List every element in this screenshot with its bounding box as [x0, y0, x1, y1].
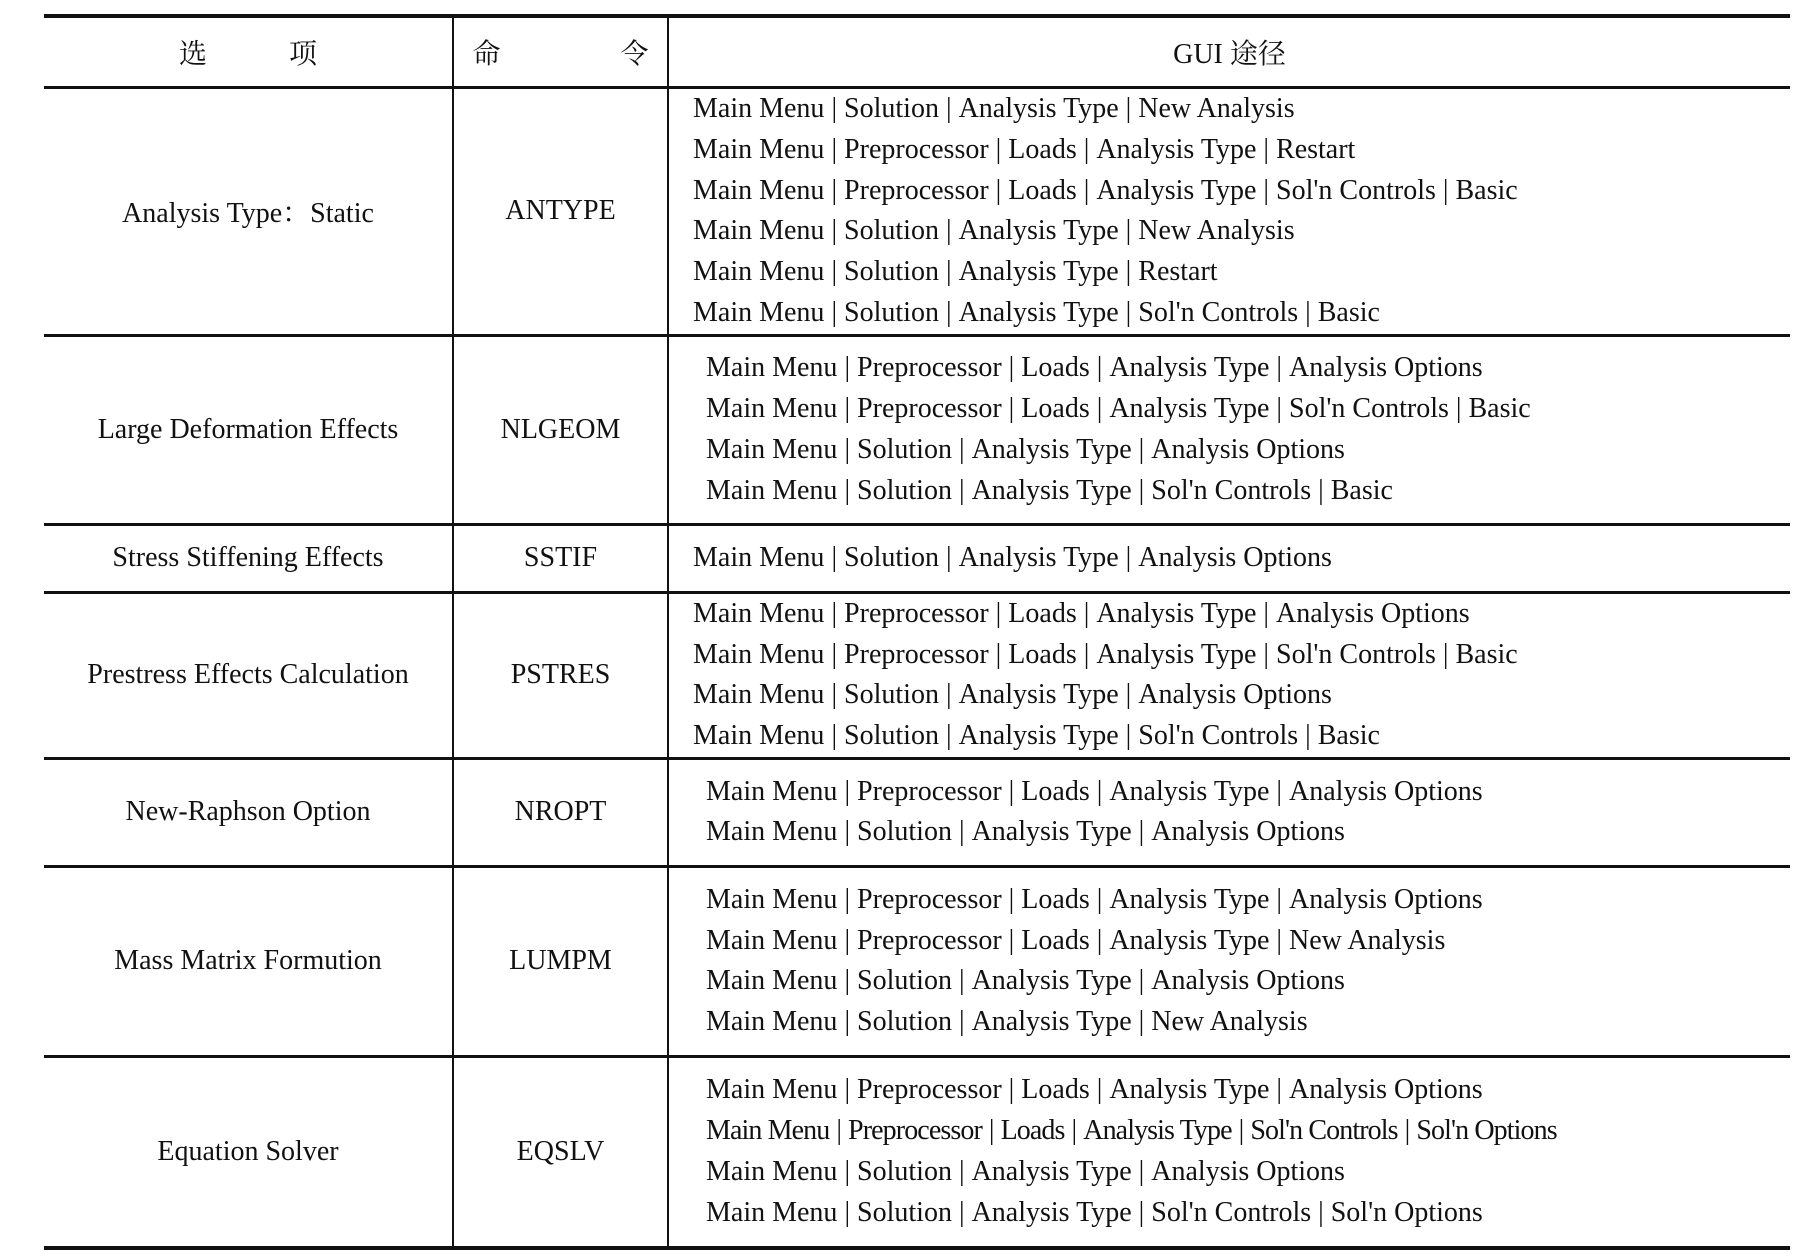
- menu-path-segment: Analysis Options: [1289, 883, 1483, 915]
- menu-path-segment: Solution: [857, 965, 952, 997]
- menu-path-segment: Solution: [857, 1006, 952, 1038]
- menu-path-segment: Analysis Type: [958, 93, 1119, 124]
- menu-path-segment: Main Menu: [693, 720, 825, 752]
- menu-path-segment: New Analysis: [1289, 924, 1446, 956]
- table-row: [44, 758, 1790, 866]
- path-separator: |: [831, 93, 838, 124]
- menu-path-segment: Analysis Type: [971, 1155, 1132, 1187]
- menu-path-segment: Basic: [1330, 474, 1393, 506]
- option-cell: Mass Matrix Formution: [44, 866, 453, 1056]
- menu-path-segment: Solution: [857, 1196, 952, 1228]
- path-separator: |: [995, 174, 1002, 206]
- menu-path-segment: Preprocessor: [844, 133, 989, 165]
- menu-path-segment: Solution: [844, 720, 939, 752]
- menu-path-segment: Main Menu: [693, 597, 825, 629]
- path-separator: |: [1008, 775, 1015, 807]
- menu-path-segment: Analysis Type: [1096, 597, 1257, 629]
- menu-path-segment: Analysis Type: [971, 1196, 1132, 1228]
- path-separator: |: [945, 93, 952, 124]
- gui-path-line: [706, 430, 1790, 471]
- path-separator: |: [844, 1074, 851, 1106]
- path-separator: |: [1096, 883, 1103, 915]
- table-row: [44, 335, 1790, 524]
- menu-path-segment: Analysis Type: [958, 541, 1119, 573]
- menu-path-segment: Analysis Type: [958, 296, 1119, 328]
- menu-path-segment: Main Menu: [706, 1155, 838, 1187]
- menu-path-segment: Analysis Options: [1289, 775, 1483, 807]
- path-separator: |: [1263, 638, 1270, 670]
- menu-path-segment: Loads: [1000, 1115, 1065, 1147]
- menu-path-segment: Analysis Type: [958, 215, 1119, 247]
- header-command: [453, 16, 668, 88]
- path-separator: |: [945, 215, 952, 247]
- gui-path-line: [706, 389, 1790, 430]
- path-separator: |: [958, 1155, 965, 1187]
- menu-path-segment: Loads: [1008, 638, 1077, 670]
- option-cell: Equation Solver: [44, 1056, 453, 1248]
- header-option: [44, 16, 453, 88]
- menu-path-segment: Restart: [1138, 256, 1218, 288]
- path-separator: |: [831, 256, 838, 288]
- menu-path-segment: Sol'n Options: [1416, 1115, 1557, 1147]
- path-separator: |: [1138, 474, 1145, 506]
- menu-path-segment: Basic: [1317, 720, 1380, 752]
- gui-path-line: [706, 471, 1790, 512]
- menu-path-segment: Analysis Type: [1109, 883, 1270, 915]
- menu-path-segment: Preprocessor: [844, 174, 989, 206]
- gui-path-cell: [668, 592, 1790, 758]
- gui-path-cell: [668, 758, 1790, 866]
- gui-path-line: [706, 1193, 1790, 1234]
- header-option-char-1: 选: [178, 39, 207, 70]
- gui-path-line: [706, 348, 1790, 389]
- header-option-char-2: 项: [289, 39, 318, 70]
- path-separator: |: [995, 597, 1002, 629]
- path-separator: |: [1083, 133, 1090, 165]
- path-separator: |: [1263, 597, 1270, 629]
- menu-path-segment: Analysis Type: [1096, 133, 1257, 165]
- menu-path-segment: Analysis Options: [1151, 816, 1345, 848]
- path-separator: |: [1096, 352, 1103, 384]
- path-separator: |: [1125, 215, 1132, 247]
- option-cell: Large Deformation Effects: [44, 335, 453, 524]
- path-separator: |: [844, 474, 851, 506]
- path-separator: |: [1455, 392, 1462, 424]
- menu-path-segment: Main Menu: [693, 638, 825, 670]
- command-cell: PSTRES: [453, 592, 668, 758]
- path-separator: |: [958, 433, 965, 465]
- menu-path-segment: Solution: [844, 296, 939, 328]
- gui-path-line: [706, 772, 1790, 813]
- path-separator: |: [831, 133, 838, 165]
- menu-path-segment: Analysis Type: [971, 816, 1132, 848]
- gui-path-cell: [668, 335, 1790, 524]
- menu-path-segment: Preprocessor: [857, 1074, 1002, 1106]
- menu-path-segment: Loads: [1008, 597, 1077, 629]
- menu-path-segment: Solution: [844, 541, 939, 573]
- path-separator: |: [1263, 174, 1270, 206]
- gui-path-line: [693, 635, 1790, 676]
- menu-path-segment: Analysis Type: [958, 720, 1119, 752]
- path-separator: |: [1138, 433, 1145, 465]
- menu-path-segment: Loads: [1021, 352, 1090, 384]
- menu-path-segment: Analysis Type: [1096, 174, 1257, 206]
- menu-path-segment: Analysis Type: [958, 256, 1119, 288]
- path-separator: |: [844, 924, 851, 956]
- path-separator: |: [844, 1155, 851, 1187]
- header-row: [44, 16, 1790, 88]
- option-cell: Prestress Effects Calculation: [44, 592, 453, 758]
- menu-path-segment: Main Menu: [693, 174, 825, 206]
- menu-path-segment: Main Menu: [706, 816, 838, 848]
- path-separator: |: [1083, 174, 1090, 206]
- path-separator: |: [844, 965, 851, 997]
- path-separator: |: [831, 679, 838, 711]
- path-separator: |: [1083, 597, 1090, 629]
- menu-path-segment: Basic: [1455, 638, 1518, 670]
- path-separator: |: [831, 720, 838, 752]
- menu-path-segment: Main Menu: [706, 474, 838, 506]
- menu-path-segment: Sol'n Controls: [1289, 392, 1449, 424]
- menu-path-segment: Restart: [1276, 133, 1356, 165]
- gui-path-cell: [668, 524, 1790, 592]
- path-separator: |: [1008, 1074, 1015, 1106]
- path-separator: |: [844, 433, 851, 465]
- path-separator: |: [1238, 1115, 1244, 1147]
- menu-path-segment: Loads: [1021, 775, 1090, 807]
- menu-path-segment: Main Menu: [706, 775, 838, 807]
- path-separator: |: [844, 883, 851, 915]
- table-row: [44, 88, 1790, 336]
- menu-path-segment: Preprocessor: [857, 775, 1002, 807]
- header-gui-path: GUI 途径: [668, 16, 1790, 88]
- menu-path-segment: Solution: [857, 816, 952, 848]
- menu-path-segment: Main Menu: [693, 256, 825, 288]
- options-commands-gui-table: [44, 14, 1790, 1250]
- menu-path-segment: New Analysis: [1138, 215, 1295, 247]
- command-cell: ANTYPE: [453, 88, 668, 336]
- menu-path-segment: Analysis Options: [1151, 1155, 1345, 1187]
- menu-path-segment: Solution: [844, 215, 939, 247]
- path-separator: |: [1263, 133, 1270, 165]
- gui-path-line: [693, 594, 1790, 635]
- header-command-char-2: 令: [620, 39, 649, 70]
- menu-path-segment: Sol'n Controls: [1151, 474, 1312, 506]
- command-cell: LUMPM: [453, 866, 668, 1056]
- path-separator: |: [958, 474, 965, 506]
- gui-path-line: [706, 880, 1790, 921]
- menu-path-segment: Main Menu: [706, 352, 838, 384]
- table-row: [44, 524, 1790, 592]
- menu-path-segment: Basic: [1468, 392, 1531, 424]
- menu-path-segment: Main Menu: [693, 215, 825, 247]
- menu-path-segment: Analysis Options: [1151, 433, 1345, 465]
- gui-path-line: [693, 171, 1790, 212]
- option-cell: New-Raphson Option: [44, 758, 453, 866]
- gui-path-line: [693, 89, 1790, 130]
- path-separator: |: [1276, 775, 1283, 807]
- menu-path-segment: Analysis Type: [1109, 1074, 1270, 1106]
- menu-path-segment: New Analysis: [1151, 1006, 1308, 1038]
- path-separator: |: [958, 965, 965, 997]
- menu-path-segment: Sol'n Controls: [1276, 174, 1436, 206]
- gui-path-line: [693, 252, 1790, 293]
- menu-path-segment: Preprocessor: [857, 392, 1002, 424]
- menu-path-segment: Sol'n Controls: [1151, 1196, 1312, 1228]
- path-separator: |: [836, 1115, 842, 1147]
- menu-path-segment: Main Menu: [693, 93, 825, 124]
- path-separator: |: [1125, 296, 1132, 328]
- gui-path-line: [706, 921, 1790, 962]
- path-separator: |: [831, 174, 838, 206]
- menu-path-segment: Analysis Options: [1289, 352, 1483, 384]
- menu-path-segment: Analysis Type: [971, 965, 1132, 997]
- path-separator: |: [844, 816, 851, 848]
- menu-path-segment: Main Menu: [693, 296, 825, 328]
- menu-path-segment: Sol'n Options: [1330, 1196, 1483, 1228]
- menu-path-segment: Analysis Options: [1138, 679, 1332, 711]
- path-separator: |: [1008, 392, 1015, 424]
- gui-path-line: [693, 293, 1790, 334]
- path-separator: |: [1318, 474, 1324, 506]
- menu-path-segment: Loads: [1021, 924, 1090, 956]
- menu-path-segment: Loads: [1021, 1074, 1090, 1106]
- table-row: [44, 592, 1790, 758]
- menu-path-segment: Solution: [857, 1155, 952, 1187]
- path-separator: |: [1008, 352, 1015, 384]
- menu-path-segment: Solution: [857, 433, 952, 465]
- menu-path-segment: Loads: [1021, 392, 1090, 424]
- menu-path-segment: Analysis Type: [1109, 392, 1270, 424]
- menu-path-segment: Main Menu: [706, 433, 838, 465]
- path-separator: |: [1125, 541, 1132, 573]
- menu-path-segment: Main Menu: [706, 1006, 838, 1038]
- menu-path-segment: Analysis Options: [1276, 597, 1470, 629]
- menu-path-segment: Analysis Type: [971, 433, 1132, 465]
- menu-path-segment: Main Menu: [693, 541, 825, 573]
- gui-path-line: [693, 211, 1790, 252]
- path-separator: |: [1138, 1155, 1145, 1187]
- path-separator: |: [995, 133, 1002, 165]
- path-separator: |: [831, 638, 838, 670]
- menu-path-segment: Analysis Type: [958, 679, 1119, 711]
- menu-path-segment: Solution: [844, 256, 939, 288]
- gui-path-line: [706, 961, 1790, 1002]
- menu-path-segment: Main Menu: [706, 392, 838, 424]
- path-separator: |: [1125, 679, 1132, 711]
- path-separator: |: [1125, 93, 1132, 124]
- path-separator: |: [831, 541, 838, 573]
- path-separator: |: [1305, 296, 1311, 328]
- menu-path-segment: Sol'n Controls: [1276, 638, 1436, 670]
- path-separator: |: [1138, 1006, 1145, 1038]
- menu-path-segment: Loads: [1008, 174, 1077, 206]
- menu-path-segment: Analysis Type: [1083, 1115, 1232, 1147]
- path-separator: |: [844, 1006, 851, 1038]
- path-separator: |: [958, 1006, 965, 1038]
- command-cell: EQSLV: [453, 1056, 668, 1248]
- path-separator: |: [1442, 638, 1449, 670]
- menu-path-segment: Preprocessor: [844, 638, 989, 670]
- header-command-char-1: 命: [472, 39, 501, 70]
- gui-path-line: [693, 716, 1790, 757]
- command-cell: NLGEOM: [453, 335, 668, 524]
- gui-path-line: [693, 130, 1790, 171]
- menu-path-segment: Main Menu: [706, 965, 838, 997]
- path-separator: |: [1096, 392, 1103, 424]
- path-separator: |: [945, 679, 952, 711]
- path-separator: |: [1138, 816, 1145, 848]
- path-separator: |: [844, 352, 851, 384]
- menu-path-segment: Preprocessor: [857, 352, 1002, 384]
- menu-path-segment: Loads: [1021, 883, 1090, 915]
- gui-path-line: [706, 1002, 1790, 1043]
- path-separator: |: [995, 638, 1002, 670]
- option-cell: Stress Stiffening Effects: [44, 524, 453, 592]
- menu-path-segment: Solution: [844, 93, 939, 124]
- menu-path-segment: Analysis Type: [1109, 924, 1270, 956]
- gui-path-line: [706, 1070, 1790, 1111]
- path-separator: |: [1125, 720, 1132, 752]
- gui-path-line: [693, 538, 1790, 579]
- gui-path-line: [706, 812, 1790, 853]
- menu-path-segment: Preprocessor: [857, 883, 1002, 915]
- path-separator: |: [1083, 638, 1090, 670]
- path-separator: |: [1305, 720, 1311, 752]
- menu-path-segment: Main Menu: [706, 1115, 830, 1147]
- menu-path-segment: Preprocessor: [844, 597, 989, 629]
- menu-path-segment: Main Menu: [706, 883, 838, 915]
- path-separator: |: [958, 816, 965, 848]
- menu-path-segment: Solution: [857, 474, 952, 506]
- path-separator: |: [945, 256, 952, 288]
- path-separator: |: [1276, 883, 1283, 915]
- menu-path-segment: Loads: [1008, 133, 1077, 165]
- gui-path-line: [706, 1111, 1790, 1152]
- option-cell: Analysis Type：Static: [122, 198, 374, 230]
- menu-path-segment: Analysis Options: [1138, 541, 1332, 573]
- path-separator: |: [844, 775, 851, 807]
- path-separator: |: [1096, 1074, 1103, 1106]
- table-row: [44, 866, 1790, 1056]
- path-separator: |: [844, 392, 851, 424]
- path-separator: |: [1404, 1115, 1410, 1147]
- path-separator: |: [1276, 1074, 1283, 1106]
- menu-path-segment: Main Menu: [693, 679, 825, 711]
- gui-path-cell: [668, 866, 1790, 1056]
- path-separator: |: [1008, 883, 1015, 915]
- path-separator: |: [1276, 352, 1283, 384]
- path-separator: |: [1138, 965, 1145, 997]
- path-separator: |: [1096, 924, 1103, 956]
- menu-path-segment: Main Menu: [706, 1074, 838, 1106]
- gui-path-line: [706, 1152, 1790, 1193]
- path-separator: |: [1138, 1196, 1145, 1228]
- menu-path-segment: Sol'n Controls: [1138, 720, 1299, 752]
- path-separator: |: [1276, 392, 1283, 424]
- menu-path-segment: Analysis Options: [1289, 1074, 1483, 1106]
- path-separator: |: [945, 296, 952, 328]
- path-separator: |: [1276, 924, 1283, 956]
- menu-path-segment: Analysis Type: [971, 1006, 1132, 1038]
- path-separator: |: [831, 597, 838, 629]
- path-separator: |: [1096, 775, 1103, 807]
- path-separator: |: [1125, 256, 1132, 288]
- path-separator: |: [1442, 174, 1449, 206]
- command-cell: NROPT: [453, 758, 668, 866]
- gui-path-cell: [668, 88, 1790, 336]
- path-separator: |: [958, 1196, 965, 1228]
- menu-path-segment: Preprocessor: [857, 924, 1002, 956]
- path-separator: |: [945, 541, 952, 573]
- menu-path-segment: Main Menu: [706, 924, 838, 956]
- path-separator: |: [1071, 1115, 1077, 1147]
- path-separator: |: [1008, 924, 1015, 956]
- menu-path-segment: Analysis Type: [1109, 352, 1270, 384]
- command-cell: SSTIF: [453, 524, 668, 592]
- menu-path-segment: Sol'n Controls: [1250, 1115, 1398, 1147]
- path-separator: |: [945, 720, 952, 752]
- menu-path-segment: Basic: [1455, 174, 1518, 206]
- path-separator: |: [844, 1196, 851, 1228]
- path-separator: |: [988, 1115, 994, 1147]
- path-separator: |: [831, 215, 838, 247]
- path-separator: |: [1318, 1196, 1324, 1228]
- menu-path-segment: Solution: [844, 679, 939, 711]
- menu-path-segment: Analysis Type: [1096, 638, 1257, 670]
- menu-path-segment: New Analysis: [1138, 93, 1295, 124]
- menu-path-segment: Preprocessor: [848, 1115, 982, 1147]
- menu-path-segment: Main Menu: [693, 133, 825, 165]
- gui-path-cell: [668, 1056, 1790, 1248]
- menu-path-segment: Analysis Type: [1109, 775, 1270, 807]
- menu-path-segment: Sol'n Controls: [1138, 296, 1299, 328]
- gui-path-line: [693, 675, 1790, 716]
- path-separator: |: [831, 296, 838, 328]
- menu-path-segment: Analysis Type: [971, 474, 1132, 506]
- menu-path-segment: Basic: [1317, 296, 1380, 328]
- table-row: [44, 1056, 1790, 1248]
- menu-path-segment: Main Menu: [706, 1196, 838, 1228]
- menu-path-segment: Analysis Options: [1151, 965, 1345, 997]
